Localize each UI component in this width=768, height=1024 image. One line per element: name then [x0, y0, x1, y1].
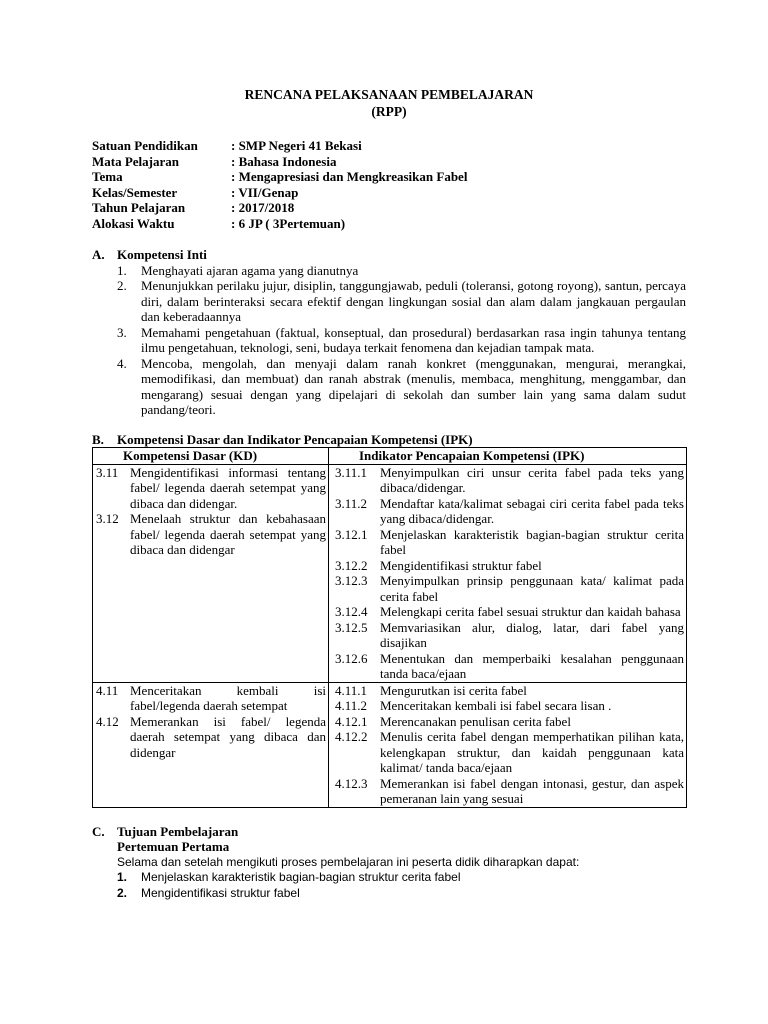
kd-number: 4.11 — [96, 682, 119, 698]
ipk-text: Menyimpulkan prinsip penggunaan kata/ kalimat pada cerita fabel — [380, 573, 684, 604]
ipk-number: 3.12.4 — [335, 604, 368, 619]
info-label: Tahun Pelajaran — [92, 200, 186, 215]
kd-number: 3.12 — [96, 511, 119, 526]
ipk-text: Menyimpulkan ciri unsur cerita fabel pada teks yang dibaca/didengar. — [380, 464, 684, 495]
ipk-item — [332, 620, 684, 651]
ipk-item — [332, 465, 684, 496]
item-text: Menghayati ajaran agama yang dianutnya — [141, 262, 359, 278]
ipk-number: 4.12.1 — [335, 713, 368, 729]
section-b-heading — [92, 432, 686, 448]
info-label: Satuan Pendidikan — [92, 138, 198, 153]
kd-text: Mengidentifikasi informasi tentang fabel/ legenda daerah setempat yang dibaca dan didengar. — [130, 464, 326, 511]
list-item — [117, 325, 686, 356]
ipk-number: 3.12.3 — [335, 573, 368, 588]
kd-item — [96, 683, 326, 714]
table-row — [93, 682, 687, 807]
info-value: : Bahasa Indonesia — [231, 153, 337, 169]
ipk-cell — [329, 464, 687, 682]
ipk-item — [332, 729, 684, 776]
info-row — [92, 138, 686, 154]
info-value: : Mengapresiasi dan Mengkreasikan Fabel — [231, 169, 468, 184]
ipk-number: 3.12.5 — [335, 619, 368, 635]
ipk-text: Mengidentifikasi struktur fabel — [380, 557, 542, 573]
kd-item — [96, 511, 326, 558]
ipk-item — [332, 558, 684, 574]
info-row — [92, 200, 686, 216]
list-item — [117, 278, 686, 325]
document-title — [92, 86, 686, 120]
section-title: Tujuan Pembelajaran — [117, 823, 239, 839]
ipk-text: Memvariasikan alur, dialog, latar, dari fabel yang disajikan — [380, 619, 684, 650]
kd-text: Memerankan isi fabel/ legenda daerah setempat yang dibaca dan didengar — [130, 713, 326, 760]
ipk-item — [332, 683, 684, 699]
list-item — [117, 870, 686, 886]
section-a-heading — [92, 247, 686, 263]
info-row — [92, 216, 686, 232]
info-label: Kelas/Semester — [92, 184, 178, 200]
section-title: Kompetensi Inti — [117, 247, 207, 262]
section-title: Kompetensi Dasar dan Indikator Pencapaian Kompetensi (IPK) — [117, 431, 473, 447]
ipk-number: 4.12.2 — [335, 729, 368, 744]
table-header-row — [93, 448, 687, 465]
item-number: 2. — [117, 278, 127, 293]
ipk-item — [332, 776, 684, 807]
kd-item — [96, 714, 326, 761]
section-letter: C. — [92, 823, 105, 839]
item-text: Mengidentifikasi struktur fabel — [141, 885, 300, 900]
objective-list — [117, 870, 686, 901]
info-value: : 2017/2018 — [231, 200, 295, 215]
ipk-text: Menceritakan kembali isi fabel secara lisan . — [380, 698, 612, 713]
ipk-number: 3.11.1 — [335, 464, 368, 480]
ipk-text: Mendaftar kata/kalimat sebagai ciri cerita fabel pada teks yang dibaca/didengar. — [380, 495, 684, 526]
section-letter: A. — [92, 247, 105, 262]
ipk-number: 4.12.3 — [335, 775, 368, 791]
kd-text: Menelaah struktur dan kebahasaan fabel/ legenda daerah setempat yang dibaca dan didengar — [130, 511, 326, 557]
info-label: Alokasi Waktu — [92, 215, 175, 231]
ipk-number: 3.12.2 — [335, 557, 368, 573]
ipk-text: Memerankan isi fabel dengan intonasi, gestur, dan aspek pemeranan lain yang sesuai — [380, 775, 684, 806]
ipk-text: Menjelaskan karakteristik bagian-bagian struktur cerita fabel — [380, 526, 684, 557]
kd-number: 4.12 — [96, 713, 119, 729]
item-text: Menjelaskan karakteristik bagian-bagian struktur cerita fabel — [141, 870, 461, 884]
list-item — [117, 356, 686, 418]
ipk-number: 3.12.6 — [335, 650, 368, 666]
info-block — [92, 138, 686, 231]
info-label: Mata Pelajaran — [92, 153, 180, 169]
ipk-text: Melengkapi cerita fabel sesuai struktur dan kaidah bahasa — [380, 604, 681, 619]
info-value: : SMP Negeri 41 Bekasi — [231, 138, 362, 153]
table-header-ipk: Indikator Pencapaian Kompetensi (IPK) — [329, 448, 687, 465]
info-row — [92, 154, 686, 170]
ipk-item — [332, 496, 684, 527]
info-value: : VII/Genap — [231, 184, 299, 200]
kd-item — [96, 465, 326, 512]
kd-ipk-table — [92, 447, 687, 808]
kd-cell — [93, 464, 329, 682]
item-number: 1. — [117, 262, 127, 278]
item-number: 3. — [117, 324, 127, 340]
ipk-item — [332, 698, 684, 714]
info-label: Tema — [92, 169, 123, 184]
kd-number: 3.11 — [96, 464, 119, 480]
table-header-kd: Kompetensi Dasar (KD) — [93, 448, 329, 465]
info-row — [92, 185, 686, 201]
ipk-text: Merencanakan penulisan cerita fabel — [380, 713, 571, 729]
ipk-item — [332, 651, 684, 682]
item-number: 1. — [117, 870, 128, 884]
ipk-item — [332, 604, 684, 620]
list-item — [117, 886, 686, 902]
ipk-number: 3.11.2 — [335, 495, 368, 511]
info-row — [92, 169, 686, 185]
section-letter: B. — [92, 431, 104, 447]
meeting-subheading: Pertemuan Pertama — [117, 839, 230, 854]
ipk-cell — [329, 682, 687, 807]
ipk-text: Menulis cerita fabel dengan memperhatikan pilihan kata, kelengkapan struktur, dan kaidah penggunaan kata kalimat/ tanda baca/ejaan — [380, 729, 684, 775]
ipk-number: 4.11.2 — [335, 698, 368, 713]
title-line-2: (RPP) — [371, 104, 407, 119]
ipk-number: 4.11.1 — [335, 682, 368, 698]
info-value: : 6 JP ( 3Pertemuan) — [231, 215, 346, 231]
item-text: Mencoba, mengolah, dan menyaji dalam ranah konkret (menggunakan, mengurai, merangkai, memodifikasi, dan membuat) dan ranah abstrak (menulis, membaca, menghitung, menggambar, dan mengarang) sesuai dengan yang dipelajari di sekolah dan sumber lain yang sama dalam sudut pandang/teori. — [141, 355, 686, 417]
item-number: 4. — [117, 355, 127, 371]
ipk-item — [332, 573, 684, 604]
kd-cell — [93, 682, 329, 807]
title-line-1: RENCANA PELAKSANAAN PEMBELAJARAN — [244, 87, 534, 102]
table-row — [93, 464, 687, 682]
ipk-number: 3.12.1 — [335, 526, 368, 542]
kompetensi-inti-list — [117, 263, 686, 418]
ipk-text: Mengurutkan isi cerita fabel — [380, 682, 527, 698]
item-text: Memahami pengetahuan (faktual, konseptual, dan prosedural) berdasarkan rasa ingin tahunya tentang ilmu pengetahuan, teknologi, seni, budaya terkait fenomena dan kejadian tampak mata. — [141, 324, 686, 355]
document-page — [92, 86, 686, 901]
ipk-item — [332, 714, 684, 730]
list-item — [117, 263, 686, 279]
ipk-item — [332, 527, 684, 558]
ipk-text: Menentukan dan memperbaiki kesalahan penggunaan tanda baca/ejaan — [380, 650, 684, 681]
item-number: 2. — [117, 885, 128, 900]
item-text: Menunjukkan perilaku jujur, disiplin, tanggungjawab, peduli (toleransi, gotong royong), santun, percaya diri, dalam berinteraksi secara efektif dengan lingkungan sosial dan alam dalam jangkauan pergaulan dan keberadaannya — [141, 278, 686, 324]
kd-text: Menceritakan kembali isi fabel/legenda daerah setempat — [130, 682, 326, 713]
section-c-heading — [92, 824, 686, 840]
objective-intro: Selama dan setelah mengikuti proses pembelajaran ini peserta didik diharapkan dapat: — [117, 854, 580, 869]
